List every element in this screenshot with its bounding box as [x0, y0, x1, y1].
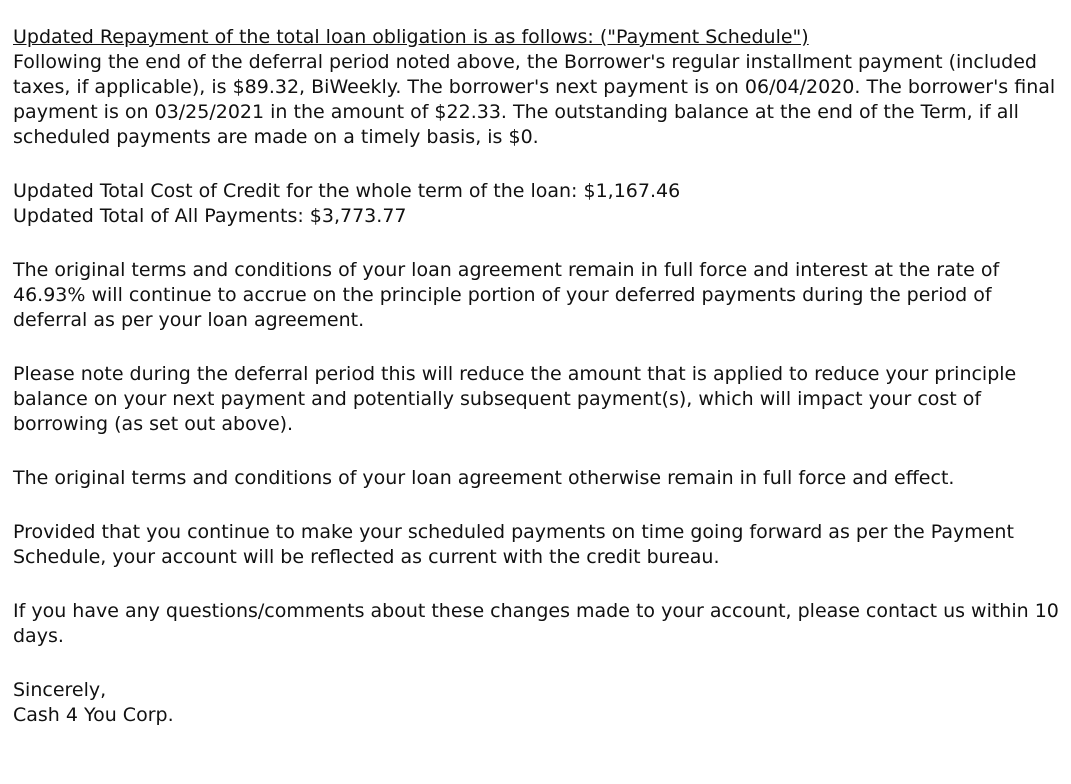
deferral-note-paragraph: Please note during the deferral period this will reduce the amount that is applied to reduce your principle balance on your next payment and potentially subsequent payment(s), which will impact your cost of borrowing (as set out above). [13, 363, 1017, 435]
questions-paragraph: If you have any questions/comments about these changes made to your account, please contact us within 10 days. [13, 600, 1059, 647]
closing-section [13, 678, 1063, 728]
interest-paragraph: The original terms and conditions of your loan agreement remain in full force and interest at the rate of 46.93% will continue to accrue on the principle portion of your deferred payments during the period of deferral as per your loan agreement. [13, 259, 1000, 331]
salutation: Sincerely, [13, 679, 107, 701]
total-cost-of-credit: Updated Total Cost of Credit for the whole term of the loan: $1,167.46 [13, 180, 681, 202]
loan-deferral-letter [13, 25, 1063, 757]
total-of-all-payments: Updated Total of All Payments: $3,773.77 [13, 205, 407, 227]
payment-schedule-heading: Updated Repayment of the total loan obligation is as follows: ("Payment Schedule") [13, 26, 809, 48]
totals-section [13, 179, 1063, 229]
terms-effect-paragraph: The original terms and conditions of your loan agreement otherwise remain in full force and effect. [13, 467, 955, 489]
signature: Cash 4 You Corp. [13, 704, 174, 726]
payment-schedule-text: Following the end of the deferral period noted above, the Borrower's regular installment payment (included taxes, if applicable), is $89.32, BiWeekly. The borrower's next payment is on 06/04/2020. The borrower's final payment is on 03/25/2021 in the amount of $22.33. The outstanding balance at the end of the Term, if all scheduled payments are made on a timely basis, is $0. [13, 51, 1056, 148]
credit-bureau-paragraph: Provided that you continue to make your scheduled payments on time going forward as per the Payment Schedule, your account will be reflected as current with the credit bureau. [13, 521, 1014, 568]
payment-schedule-section [13, 25, 1063, 150]
